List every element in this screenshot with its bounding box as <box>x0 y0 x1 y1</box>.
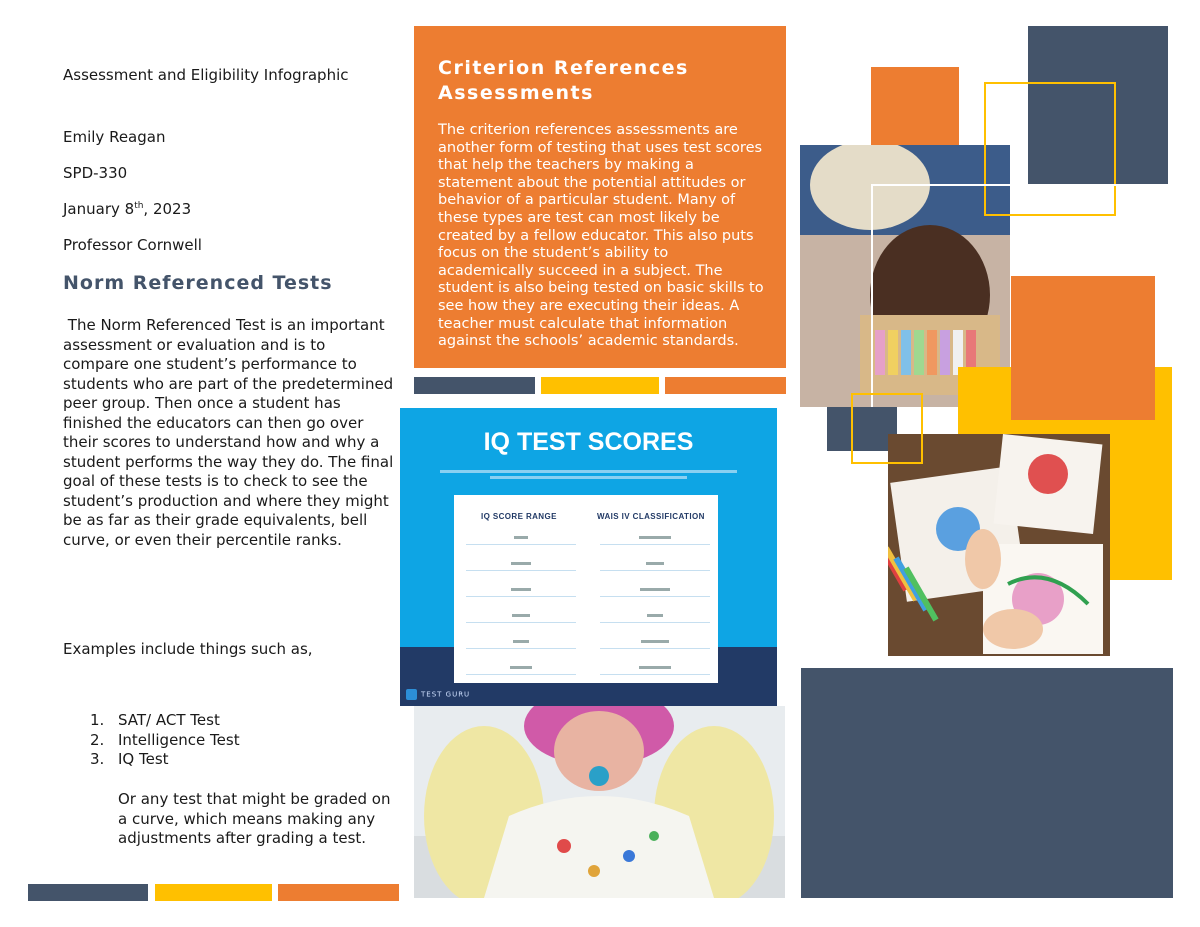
examples-intro: Examples include things such as, <box>63 640 313 658</box>
list-number: 3. <box>90 750 105 768</box>
photo-illustration <box>414 706 785 898</box>
document-date <box>63 200 191 218</box>
iq-scores-image <box>400 408 777 706</box>
table-row <box>600 665 710 675</box>
iq-column-header-range: IQ SCORE RANGE <box>481 512 557 521</box>
iq-column-header-classification: WAIS IV CLASSIFICATION <box>597 512 705 521</box>
photo-illustration <box>888 434 1110 656</box>
author-name: Emily Reagan <box>63 128 166 146</box>
list-number: 1. <box>90 711 105 729</box>
deco-outline-gold-small <box>851 393 923 464</box>
date-main: January 8 <box>63 200 135 218</box>
deco-orange-top <box>871 67 959 145</box>
date-superscript: th <box>134 201 144 211</box>
mid-bar-orange <box>665 377 786 394</box>
iq-subtitle-blur <box>430 468 747 482</box>
children-coloring-photo <box>888 434 1110 656</box>
course-code: SPD-330 <box>63 164 128 182</box>
table-row <box>600 561 710 571</box>
criterion-panel <box>414 26 786 368</box>
bottom-bar-orange <box>278 884 399 901</box>
list-text: Intelligence Test <box>118 730 240 749</box>
bottom-bar-gold <box>155 884 272 901</box>
table-row <box>466 613 576 623</box>
iq-logo <box>406 689 470 700</box>
table-row <box>600 535 710 545</box>
criterion-heading: Criterion References Assessments <box>438 57 689 104</box>
list-item <box>90 750 240 770</box>
list-item <box>90 711 240 731</box>
logo-icon <box>406 689 417 700</box>
table-row <box>466 665 576 675</box>
norm-heading: Norm Referenced Tests <box>63 272 333 294</box>
criterion-body-text: The criterion references assessments are another form of testing that uses test scores that help the teachers by making a statement about the potential attitudes or behavior of a particular student. Many of these types are test can most likely be created by a fellow educator. This also puts focus on the student’s ability to academically succeed in a subject. The student is also being tested on basic skills to see how they are executing their ideas. A teacher must calculate that information against the schools’ academic standards. <box>438 122 764 350</box>
table-row <box>466 535 576 545</box>
list-text: IQ Test <box>118 750 169 768</box>
deco-orange-mid <box>1011 276 1155 420</box>
norm-body-text: The Norm Referenced Test is an important assessment or evaluation and is to compare one student’s performance to students who are part of the predetermined peer group. Then once a student has finished the educators can then go over their scores to understand how and why a student performs the way they do. The final goal of these tests is to check to see the student’s production and where they might be as far as their grade equivalents, bell curve, or even their percentile ranks. <box>63 316 399 549</box>
document-title: Assessment and Eligibility Infographic <box>63 66 349 84</box>
professor-name: Professor Cornwell <box>63 236 202 254</box>
examples-note: Or any test that might be graded on a curve, which means making any adjustments after grading a test. <box>118 790 391 847</box>
table-row <box>600 613 710 623</box>
mid-bar-navy <box>414 377 535 394</box>
table-row <box>600 639 710 649</box>
list-text: SAT/ ACT Test <box>118 711 220 729</box>
deco-navy-bottom <box>801 668 1173 898</box>
list-number: 2. <box>90 730 105 749</box>
mid-bar-gold <box>541 377 659 394</box>
iq-title: IQ TEST SCORES <box>483 428 694 456</box>
bottom-bar-navy <box>28 884 148 901</box>
examples-list <box>90 711 240 770</box>
table-row <box>600 587 710 597</box>
table-row <box>466 587 576 597</box>
table-row <box>466 561 576 571</box>
list-item <box>90 731 240 751</box>
iq-score-table <box>454 495 718 683</box>
table-row <box>466 639 576 649</box>
iq-logo-text: TEST GURU <box>421 690 471 699</box>
date-year: , 2023 <box>143 200 192 218</box>
child-with-painted-face-photo <box>414 706 785 898</box>
